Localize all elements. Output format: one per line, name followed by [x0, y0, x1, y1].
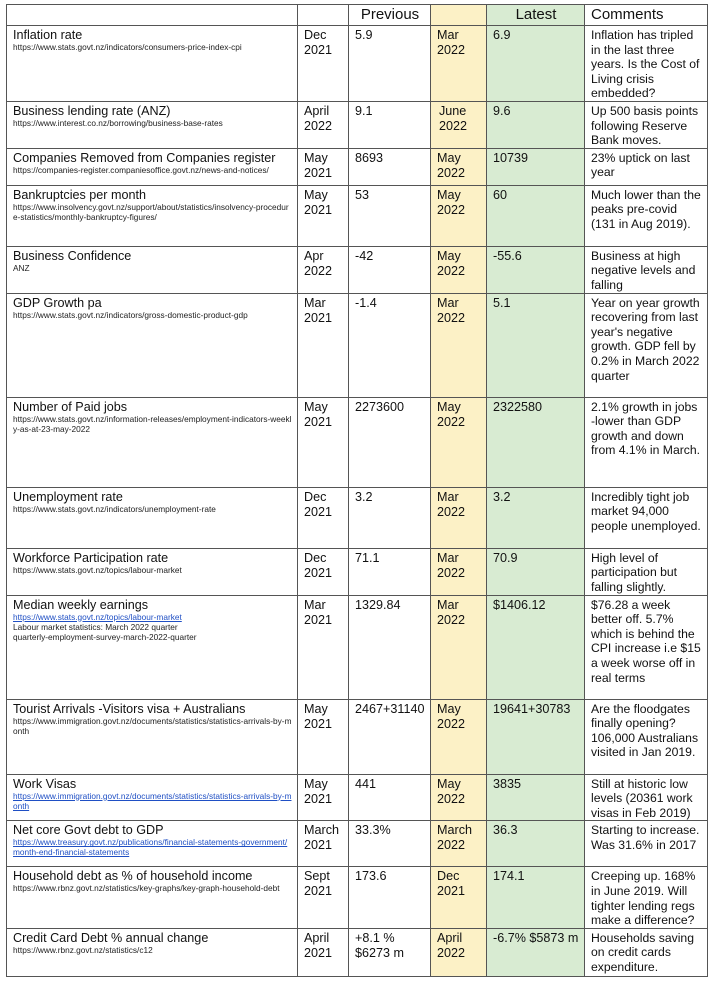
latest-value: 2322580: [487, 397, 585, 487]
previous-value: 173.6: [349, 867, 431, 928]
indicator-source: https://companies-register.companiesoffice.govt.nz/news-and-notices/: [13, 164, 269, 175]
indicator-name: Workforce Participation rate: [13, 550, 169, 565]
latest-date: Mar 2022: [431, 487, 487, 548]
indicator-name: Net core Govt debt to GDP: [13, 823, 164, 838]
previous-value: 33.3%: [349, 821, 431, 867]
header-row: [7, 5, 708, 26]
previous-date: May 2021: [298, 148, 349, 185]
indicator-name: Unemployment rate: [13, 489, 123, 504]
indicator-source: https://www.stats.govt.nz/topics/labour-market: [13, 564, 182, 575]
previous-date: April 2022: [298, 101, 349, 148]
latest-value: -55.6: [487, 246, 585, 293]
indicator-note: Labour market statistics: March 2022 quarter: [13, 621, 178, 632]
previous-value: 9.1: [349, 101, 431, 148]
latest-value: -6.7% $5873 m: [487, 928, 585, 976]
latest-value: 36.3: [487, 821, 585, 867]
table-row: [7, 148, 708, 185]
previous-value: 1329.84: [349, 595, 431, 699]
latest-value: 3835: [487, 774, 585, 821]
economic-indicators-table: [6, 4, 708, 977]
table-row: [7, 821, 708, 867]
latest-date: Mar 2022: [431, 595, 487, 699]
latest-date: June 2022: [431, 101, 487, 148]
indicator-cell: [7, 774, 298, 821]
previous-date: Sept 2021: [298, 867, 349, 928]
latest-date: March 2022: [431, 821, 487, 867]
latest-value: 5.1: [487, 293, 585, 397]
table-row: [7, 867, 708, 928]
previous-value: 5.9: [349, 26, 431, 102]
header-comments: Comments: [585, 5, 708, 26]
indicator-cell: [7, 821, 298, 867]
indicator-cell: [7, 699, 298, 774]
previous-date: May 2021: [298, 774, 349, 821]
previous-date: Apr 2022: [298, 246, 349, 293]
previous-value: 71.1: [349, 548, 431, 595]
table-row: [7, 487, 708, 548]
indicator-cell: [7, 487, 298, 548]
indicator-cell: [7, 26, 298, 102]
indicator-name: Tourist Arrivals -Visitors visa + Australians: [13, 701, 246, 716]
previous-date: May 2021: [298, 185, 349, 246]
comment: 2.1% growth in jobs -lower than GDP growth and down from 4.1% in March.: [585, 397, 708, 487]
indicator-name: Credit Card Debt % annual change: [13, 930, 209, 945]
previous-value: 2273600: [349, 397, 431, 487]
indicator-source: https://www.stats.govt.nz/indicators/consumers-price-index-cpi: [13, 42, 242, 52]
indicator-source: ANZ: [13, 262, 30, 273]
previous-value: +8.1 % $6273 m: [349, 928, 431, 976]
comment: Households saving on credit cards expenditure.: [585, 928, 708, 976]
latest-value: 19641+30783: [487, 699, 585, 774]
indicator-name: Median weekly earnings: [13, 597, 149, 612]
indicator-name: Household debt as % of household income: [13, 869, 253, 884]
latest-value: 70.9: [487, 548, 585, 595]
indicator-cell: [7, 148, 298, 185]
previous-date: Dec 2021: [298, 26, 349, 102]
latest-date: May 2022: [431, 699, 487, 774]
indicator-name: Inflation rate: [13, 28, 83, 42]
comment: High level of participation but falling slightly.: [585, 548, 708, 595]
previous-date: Dec 2021: [298, 548, 349, 595]
latest-date: May 2022: [431, 397, 487, 487]
comment: Year on year growth recovering from last year's negative growth. GDP fell by 0.2% in March 2022 quarter: [585, 293, 708, 397]
indicator-cell: [7, 293, 298, 397]
latest-date: May 2022: [431, 774, 487, 821]
latest-date: May 2022: [431, 246, 487, 293]
indicator-cell: [7, 101, 298, 148]
table-row: [7, 246, 708, 293]
indicator-source: https://www.stats.govt.nz/indicators/unemployment-rate: [13, 503, 216, 514]
indicator-name: Companies Removed from Companies register: [13, 150, 276, 165]
latest-date: Mar 2022: [431, 293, 487, 397]
comment: 23% uptick on last year: [585, 148, 708, 185]
latest-date: April 2022: [431, 928, 487, 976]
indicator-name: Number of Paid jobs: [13, 399, 128, 414]
indicator-name: Business lending rate (ANZ): [13, 103, 171, 118]
comment: Still at historic low levels (20361 work visas in Feb 2019): [585, 774, 708, 821]
indicator-source: https://www.interest.co.nz/borrowing/business-base-rates: [13, 117, 223, 128]
previous-value: 3.2: [349, 487, 431, 548]
indicator-cell: [7, 397, 298, 487]
indicator-source-link[interactable]: https://www.stats.govt.nz/topics/labour-market: [13, 611, 182, 622]
comment: Incredibly tight job market 94,000 people unemployed.: [585, 487, 708, 548]
table-row: [7, 397, 708, 487]
previous-date: May 2021: [298, 397, 349, 487]
table-row: [7, 26, 708, 102]
comment: Much lower than the peaks pre-covid (131 in Aug 2019).: [585, 185, 708, 246]
previous-value: 53: [349, 185, 431, 246]
previous-date: Mar 2021: [298, 293, 349, 397]
table-row: [7, 185, 708, 246]
latest-value: 9.6: [487, 101, 585, 148]
header-latest: Latest: [487, 5, 585, 26]
previous-date: March 2021: [298, 821, 349, 867]
indicator-cell: [7, 867, 298, 928]
latest-value: 60: [487, 185, 585, 246]
indicator-name: Work Visas: [13, 776, 77, 791]
comment: Are the floodgates finally opening? 106,000 Australians visited in Jan 2019.: [585, 699, 708, 774]
latest-value: 3.2: [487, 487, 585, 548]
indicator-name: Business Confidence: [13, 248, 132, 263]
previous-value: -1.4: [349, 293, 431, 397]
table-row: [7, 293, 708, 397]
header-previous: Previous: [349, 5, 431, 26]
indicator-cell: [7, 246, 298, 293]
indicator-name: Bankruptcies per month: [13, 187, 147, 202]
previous-date: May 2021: [298, 699, 349, 774]
table-row: [7, 595, 708, 699]
previous-date: April 2021: [298, 928, 349, 976]
comment: Starting to increase. Was 31.6% in 2017: [585, 821, 708, 867]
comment: Inflation has tripled in the last three years. Is the Cost of Living crisis embedded?: [585, 26, 708, 102]
previous-value: -42: [349, 246, 431, 293]
table-row: [7, 928, 708, 976]
latest-value: $1406.12: [487, 595, 585, 699]
previous-date: Dec 2021: [298, 487, 349, 548]
table-row: [7, 101, 708, 148]
indicator-source: https://www.insolvency.govt.nz/support/about/statistics/insolvency-procedure-statistics/monthly-bankruptcy-figures/: [13, 201, 289, 222]
table-row: [7, 699, 708, 774]
indicator-cell: [7, 185, 298, 246]
latest-date: May 2022: [431, 148, 487, 185]
header-indicator: [7, 5, 298, 26]
indicator-source: https://www.rbnz.govt.nz/statistics/key-graphs/key-graph-household-debt: [13, 883, 280, 894]
comment: Business at high negative levels and falling: [585, 246, 708, 293]
latest-value: 174.1: [487, 867, 585, 928]
latest-date: May 2022: [431, 185, 487, 246]
indicator-source-link[interactable]: https://www.treasury.govt.nz/publications/financial-statements-government/month-end-financial-statements: [13, 837, 288, 858]
indicator-name: GDP Growth pa: [13, 295, 102, 310]
latest-value: 6.9: [487, 26, 585, 102]
previous-value: 2467+31140: [349, 699, 431, 774]
comment: $76.28 a week better off. 5.7% which is behind the CPI increase i.e $15 a week worse off in real terms: [585, 595, 708, 699]
indicator-cell: [7, 595, 298, 699]
latest-date: Mar 2022: [431, 26, 487, 102]
header-latest-date: [431, 5, 487, 26]
indicator-cell: [7, 928, 298, 976]
previous-value: 8693: [349, 148, 431, 185]
comment: Up 500 basis points following Reserve Bank moves.: [585, 101, 708, 148]
indicator-source-link[interactable]: https://www.immigration.govt.nz/documents/statistics/statistics-arrivals-by-month: [13, 790, 292, 811]
indicator-source: https://www.stats.govt.nz/information-releases/employment-indicators-weekly-as-at-23-may-2022: [13, 413, 292, 434]
table-row: [7, 548, 708, 595]
table-row: [7, 774, 708, 821]
indicator-note: quarterly-employment-survey-march-2022-quarter: [13, 631, 197, 642]
indicator-source: https://www.stats.govt.nz/indicators/gross-domestic-product-gdp: [13, 309, 248, 320]
header-prev-date: [298, 5, 349, 26]
latest-date: Mar 2022: [431, 548, 487, 595]
previous-value: 441: [349, 774, 431, 821]
indicator-source: https://www.immigration.govt.nz/documents/statistics/statistics-arrivals-by-month: [13, 715, 292, 736]
latest-date: Dec 2021: [431, 867, 487, 928]
comment: Creeping up. 168% in June 2019. Will tighter lending regs make a difference?: [585, 867, 708, 928]
indicator-source: https://www.rbnz.govt.nz/statistics/c12: [13, 944, 153, 955]
previous-date: Mar 2021: [298, 595, 349, 699]
indicator-cell: [7, 548, 298, 595]
latest-value: 10739: [487, 148, 585, 185]
